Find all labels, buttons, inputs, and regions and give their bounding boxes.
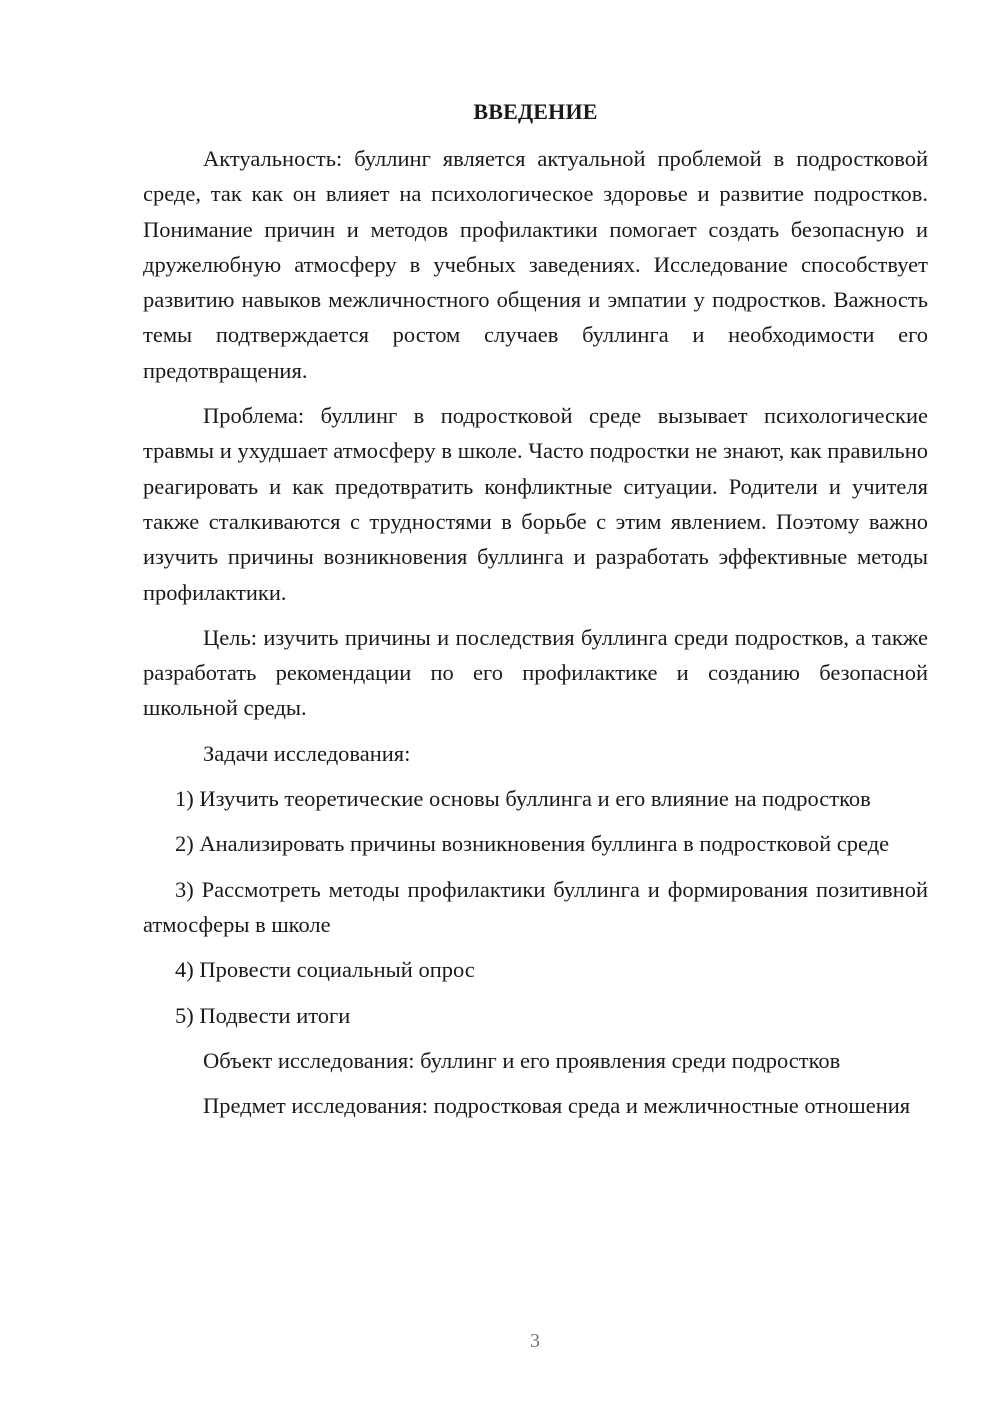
page-content <box>143 94 928 1133</box>
research-subject-paragraph: Предмет исследования: подростковая среда и межличностные отношения <box>203 1093 911 1119</box>
task-item-4: 4) Провести социальный опрос <box>175 957 475 983</box>
relevance-paragraph: Актуальность: буллинг является актуальной проблемой в подростковой среде, так как он влияет на психологическое здоровье и развитие подростков. Понимание причин и методов профилактики помогает создать безопасную и дружелюбную атмосферу в учебных заведениях. Исследование способствует развитию навыков межличностного общения и эмпатии у подростков. Важность темы подтверждается ростом случаев буллинга и необходимости его предотвращения. <box>143 146 928 383</box>
tasks-heading: Задачи исследования: <box>203 740 411 766</box>
section-title: ВВЕДЕНИЕ <box>473 99 598 124</box>
page-number: 3 <box>530 1330 540 1352</box>
research-object-paragraph: Объект исследования: буллинг и его проявления среди подростков <box>203 1047 841 1073</box>
goal-paragraph: Цель: изучить причины и последствия буллинга среди подростков, а также разработать рекомендации по его профилактике и созданию безопасной школьной среды. <box>143 624 928 721</box>
task-item-5: 5) Подвести итоги <box>175 1002 351 1028</box>
task-item-3: 3) Рассмотреть методы профилактики буллинга и формирования позитивной атмосферы в школе <box>143 876 928 937</box>
problem-paragraph: Проблема: буллинг в подростковой среде вызывает психологические травмы и ухудшает атмосферу в школе. Часто подростки не знают, как правильно реагировать и как предотвратить конфликтные ситуации. Родители и учителя также сталкиваются с трудностями в борьбе с этим явлением. Поэтому важно изучить причины возникновения буллинга и разработать эффективные методы профилактики. <box>143 403 928 605</box>
task-item-2: 2) Анализировать причины возникновения буллинга в подростковой среде <box>175 831 890 857</box>
task-item-1: 1) Изучить теоретические основы буллинга и его влияние на подростков <box>175 786 871 812</box>
tasks-list <box>143 781 928 1033</box>
